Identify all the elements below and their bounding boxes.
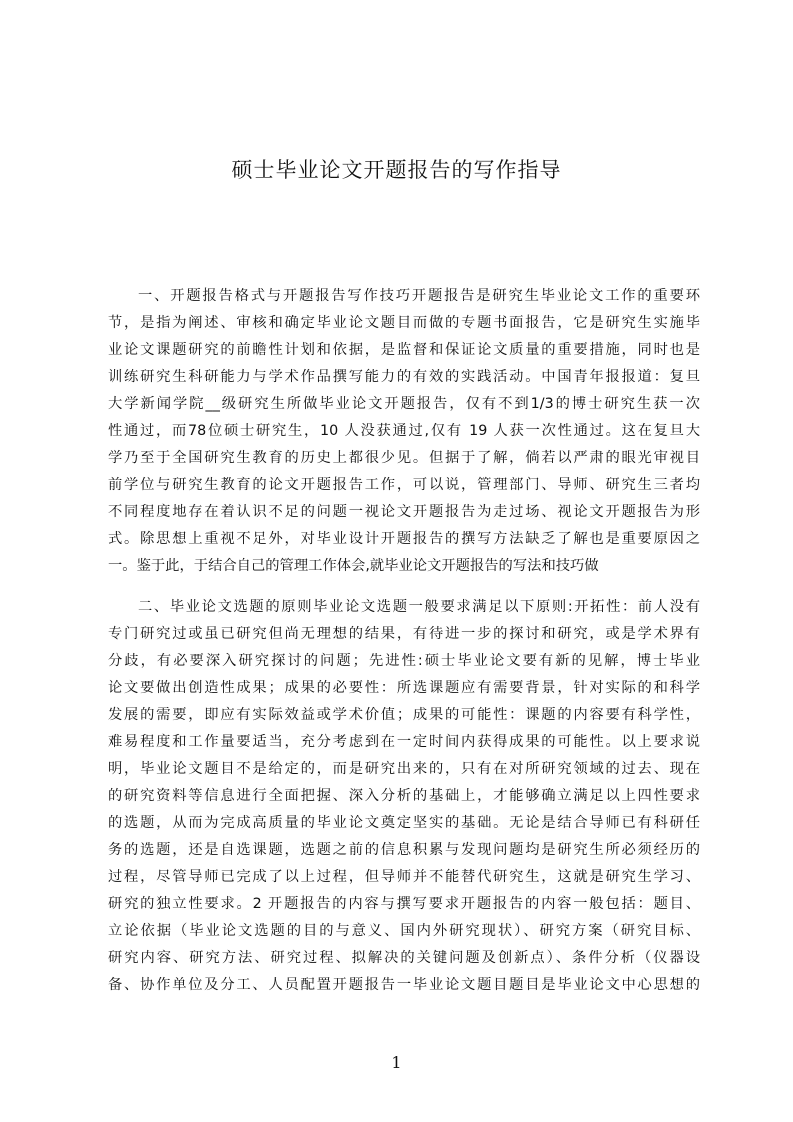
paragraph-2-line: 专门研究过或虽已研究但尚无理想的结果，有待进一步的探讨和研究，或是学术界有 (108, 626, 700, 642)
paragraph-1-line: 性通过，而78位硕士研究生，10 人没获通过,仅有 19 人获一次性通过。这在复旦大 (108, 423, 700, 439)
paragraph-2-line: 难易程度和工作量要适当，充分考虑到在一定时间内获得成果的可能性。以上要求说 (108, 734, 700, 750)
paragraph-2-line: 明，毕业论文题目不是给定的，而是研究出来的，只有在对所研究领域的过去、现在 (108, 761, 700, 777)
paragraph-1-line: 不同程度地存在着认识不足的问题一视论文开题报告为走过场、视论文开题报告为形 (108, 504, 700, 520)
paragraph-1-line: 大学新闻学院__级研究生所做毕业论文开题报告，仅有不到1/3的博士研究生获一次 (108, 396, 700, 412)
paragraph-2-line: 分歧，有必要深入研究探讨的问题；先进性:硕士毕业论文要有新的见解，博士毕业 (108, 653, 700, 669)
paragraph-2-line: 研究的独立性要求。2 开题报告的内容与撰写要求开题报告的内容一般包括：题目、 (108, 896, 700, 912)
paragraph-1 (108, 283, 700, 580)
paragraph-1-line: 一。鉴于此，于结合自己的管理工作体会,就毕业论文开题报告的写法和技巧做 (108, 558, 599, 574)
paragraph-1-line: 训练研究生科研能力与学术作品撰写能力的有效的实践活动。中国青年报报道：复旦 (108, 369, 700, 385)
paragraph-2-line: 论文要做出创造性成果；成果的必要性：所选课题应有需要背景，针对实际的和科学 (108, 680, 700, 696)
paragraph-1-line: 业论文课题研究的前瞻性计划和依据，是监督和保证论文质量的重要措施，同时也是 (108, 342, 700, 358)
paragraph-2-line: 研究内容、研究方法、研究过程、拟解决的关键问题及创新点）、条件分析（仪器设 (108, 950, 700, 966)
paragraph-1-line: 一、开题报告格式与开题报告写作技巧开题报告是研究生毕业论文工作的重要环 (138, 288, 700, 304)
paragraph-2-line: 二、毕业论文选题的原则毕业论文选题一般要求满足以下原则:开拓性：前人没有 (138, 599, 700, 615)
paragraph-2-line: 立论依据（毕业论文选题的目的与意义、国内外研究现状）、研究方案（研究目标、 (108, 923, 700, 939)
paragraph-1-line: 节，是指为阐述、审核和确定毕业论文题目而做的专题书面报告，它是研究生实施毕 (108, 315, 700, 331)
paragraph-2-line: 发展的需要，即应有实际效益或学术价值；成果的可能性：课题的内容要有科学性， (108, 707, 700, 723)
paragraph-2-line: 的研究资料等信息进行全面把握、深入分析的基础上，才能够确立满足以上四性要求 (108, 788, 700, 804)
paragraph-2 (108, 594, 700, 999)
page-number: 1 (391, 1053, 402, 1072)
document-title: 硕士毕业论文开题报告的写作指导 (231, 158, 562, 183)
paragraph-1-line: 学乃至于全国研究生教育的历史上都很少见。但据于了解，倘若以严肃的眼光审视目 (108, 450, 700, 466)
paragraph-2-line: 过程，尽管导师已完成了以上过程，但导师并不能替代研究生，这就是研究生学习、 (108, 869, 700, 885)
paragraph-1-line: 式。除思想上重视不足外，对毕业设计开题报告的撰写方法缺乏了解也是重要原因之 (108, 531, 700, 547)
paragraph-1-line: 前学位与研究生教育的论文开题报告工作，可以说，管理部门、导师、研究生三者均 (108, 477, 700, 493)
paragraph-2-line: 务的选题，还是自选课题，选题之前的信息积累与发现问题均是研究生所必须经历的 (108, 842, 700, 858)
paragraph-2-line: 的选题，从而为完成高质量的毕业论文奠定坚实的基础。无论是结合导师已有科研任 (108, 815, 700, 831)
paragraph-2-line: 备、协作单位及分工、人员配置开题报告一毕业论文题目题目是毕业论文中心思想的 (108, 977, 700, 993)
